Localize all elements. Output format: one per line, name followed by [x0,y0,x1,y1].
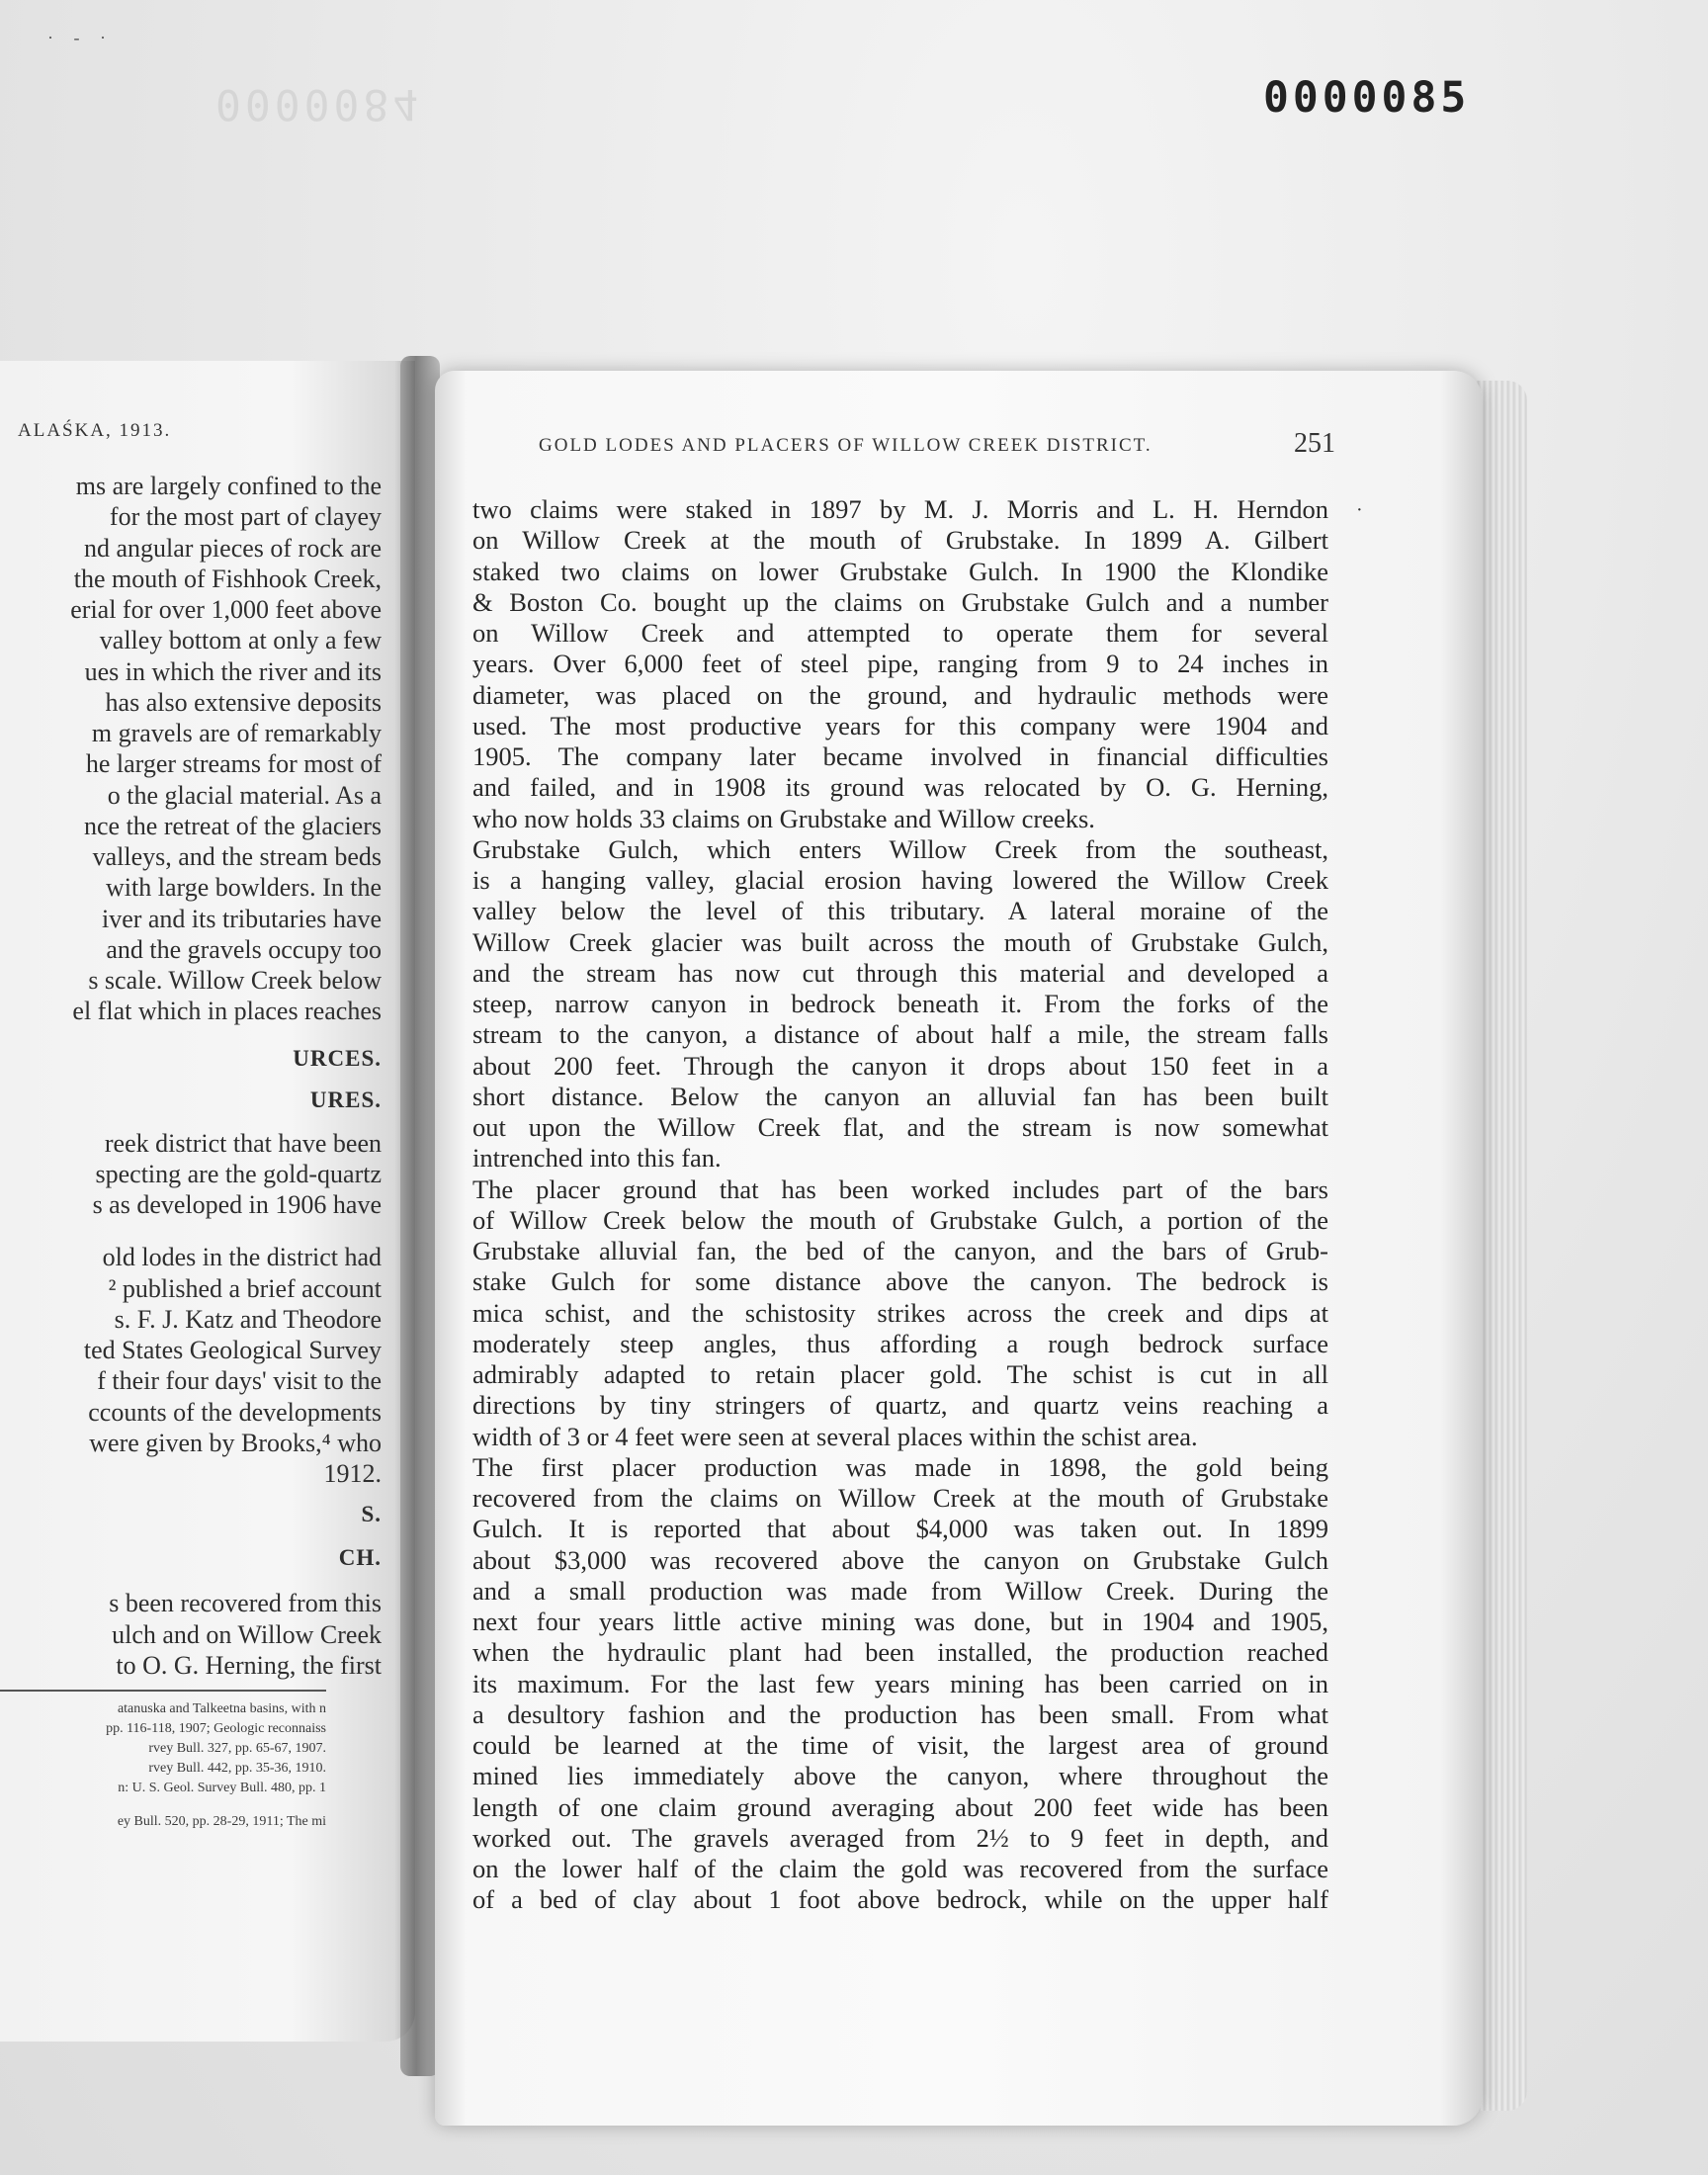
left-text-line: valley bottom at only a few [99,626,382,655]
left-text-line: the mouth of Fishhook Creek, [73,564,382,593]
text-line: staked two claims on lower Grubstake Gulch. In 1900 the Klondike [472,556,1328,586]
text-line: and the stream has now cut through this material and developed a [472,957,1328,988]
left-text-line: o the glacial material. As a [107,780,382,810]
left-footnote: rvey Bull. 327, pp. 65-67, 1907. [148,1741,326,1756]
body-text [472,494,1328,1916]
text-line: Willow Creek glacier was built across the mouth of Grubstake Gulch, [472,926,1328,957]
left-section-heading: URCES. [293,1045,382,1071]
left-page-content [0,361,395,2042]
left-text-line: ulch and on Willow Creek [112,1619,382,1649]
text-line: a desultory fashion and the production has been small. From what [472,1698,1328,1729]
left-text-line: ² published a brief account [108,1273,382,1303]
left-text-line: ccounts of the developments [88,1397,382,1427]
left-section-heading: URES. [309,1087,382,1112]
text-line: about $3,000 was recovered above the canyon on Grubstake Gulch [472,1544,1328,1575]
text-line: & Boston Co. bought up the claims on Grubstake Gulch and a number [472,586,1328,617]
left-text-line: iver and its tributaries have [101,904,382,933]
left-text-line: f their four days' visit to the [97,1366,382,1396]
text-line: directions by tiny stringers of quartz, and quartz veins reaching a [472,1390,1328,1421]
running-head-title: GOLD LODES AND PLACERS OF WILLOW CREEK DISTRICT. [539,435,1153,456]
text-line: width of 3 or 4 feet were seen at several places within the schist area. [472,1421,1198,1451]
top-corner-marks: · - · [47,28,114,47]
left-text-line: s as developed in 1906 have [92,1190,382,1219]
text-line: and a small production was made from Willow Creek. During the [472,1575,1328,1606]
left-footnote: ey Bull. 520, pp. 28-29, 1911; The mi [117,1814,326,1829]
left-running-head: ALAŚKA, 1913. [18,420,172,441]
text-line: intrenched into this fan. [472,1143,722,1174]
left-text-line: ms are largely confined to the [75,472,382,500]
text-line: Gulch. It is reported that about $4,000 was taken out. In 1899 [472,1514,1328,1544]
left-text-line: ted States Geological Survey [83,1336,382,1364]
left-text-line: nd angular pieces of rock are [83,533,382,563]
left-footnote: n: U. S. Geol. Survey Bull. 480, pp. 1 [118,1781,326,1795]
left-text-line: erial for over 1,000 feet above [70,595,382,624]
text-line: years. Over 6,000 feet of steel pipe, ranging from 9 to 24 inches in [472,649,1328,679]
text-line: moderately steep angles, thus affording a rough bedrock surface [472,1328,1328,1358]
text-line: is a hanging valley, glacial erosion having lowered the Willow Creek [472,865,1328,895]
text-line: and failed, and in 1908 its ground was relocated by O. G. Herning, [472,772,1328,803]
text-line: diameter, was placed on the ground, and hydraulic methods were [472,679,1328,710]
document-stamp-number: 0000085 [1263,73,1471,123]
left-text-line: 1912. [323,1459,382,1488]
left-text-line: has also extensive deposits [105,687,382,717]
text-line: of a bed of clay about 1 foot above bedrock, while on the upper half [472,1884,1328,1915]
left-section-heading: CH. [338,1545,382,1571]
left-text-line: nce the retreat of the glaciers [84,811,382,840]
left-text-line: old lodes in the district had [102,1243,382,1272]
text-line: who now holds 33 claims on Grubstake and Willow creeks. [472,803,1095,833]
text-line: Grubstake Gulch, which enters Willow Creek from the southeast, [472,833,1328,864]
left-text-line: for the most part of clayey [109,502,382,532]
text-line: about 200 feet. Through the canyon it drops about 150 feet in a [472,1050,1328,1081]
left-text-line: s. F. J. Katz and Theodore [114,1304,382,1334]
text-line: next four years little active mining was done, but in 1904 and 1905, [472,1607,1328,1636]
left-text-line: and the gravels occupy too [106,934,382,964]
text-line: two claims were staked in 1897 by M. J. Morris and L. H. Herndon [472,494,1328,524]
text-line: worked out. The gravels averaged from 2½ to 9 feet in depth, and [472,1822,1328,1853]
text-line: its maximum. For the last few years mining has been carried on in [472,1668,1328,1698]
ghost-stamp-number: 0000084 [215,79,423,129]
left-footnote: pp. 116-118, 1907; Geologic reconnaiss [106,1721,326,1736]
left-footnote: atanuska and Talkeetna basins, with n [117,1701,326,1716]
book-gutter [400,356,440,2076]
text-line: Grubstake alluvial fan, the bed of the canyon, and the bars of Grub- [472,1236,1328,1265]
text-line: stake Gulch for some distance above the canyon. The bedrock is [472,1266,1328,1297]
left-text-line: with large bowlders. In the [106,873,382,903]
left-footnote: rvey Bull. 442, pp. 35-36, 1910. [148,1761,326,1776]
text-line: on Willow Creek at the mouth of Grubstake. In 1899 A. Gilbert [472,525,1328,556]
text-line: short distance. Below the canyon an alluvial fan has been built [472,1081,1328,1111]
text-line: used. The most productive years for this company were 1904 and [472,710,1328,740]
left-section-heading: S. [361,1502,382,1527]
text-line: could be learned at the time of visit, the largest area of ground [472,1730,1328,1760]
page-number: 251 [1294,428,1335,459]
text-line: length of one claim ground averaging about 200 feet wide has been [472,1791,1328,1822]
text-line: on the lower half of the claim the gold was recovered from the surface [472,1854,1328,1883]
left-text-line: were given by Brooks,⁴ who [89,1428,382,1457]
text-line: of Willow Creek below the mouth of Grubstake Gulch, a portion of the [472,1204,1328,1235]
text-line: 1905. The company later became involved in financial difficulties [472,741,1328,771]
text-line: admirably adapted to retain placer gold. The schist is cut in all [472,1359,1328,1389]
left-text-line: reek district that have been [104,1128,382,1158]
left-text-line: ues in which the river and its [84,656,382,686]
left-text-line: he larger streams for most of [85,749,382,779]
left-text-line: specting are the gold-quartz [95,1159,382,1188]
right-running-head [539,428,1335,459]
left-text-line: s been recovered from this [109,1589,382,1618]
left-text-line: valleys, and the stream beds [92,842,382,871]
left-text-line: m gravels are of remarkably [91,719,382,747]
margin-dot: · [1356,499,1363,521]
left-text-line: el flat which in places reaches [72,997,382,1026]
text-line: mica schist, and the schistosity strikes across the creek and dips at [472,1297,1328,1328]
text-line: on Willow Creek and attempted to operate them for several [472,618,1328,648]
text-line: when the hydraulic plant had been installed, the production reached [472,1637,1328,1668]
left-text-line: s scale. Willow Creek below [88,966,382,995]
text-line: The placer ground that has been worked includes part of the bars [472,1174,1328,1204]
text-line: The first placer production was made in 1898, the gold being [472,1451,1328,1482]
text-line: steep, narrow canyon in bedrock beneath it. From the forks of the [472,989,1328,1018]
text-line: recovered from the claims on Willow Creek at the mouth of Grubstake [472,1483,1328,1513]
text-line: mined lies immediately above the canyon, where throughout the [472,1761,1328,1791]
left-text-line: to O. G. Herning, the first [116,1650,382,1680]
text-line: stream to the canyon, a distance of about half a mile, the stream falls [472,1019,1328,1050]
text-line: out upon the Willow Creek flat, and the stream is now somewhat [472,1112,1328,1142]
footnote-rule [0,1690,326,1692]
left-page [0,361,415,2042]
text-line: valley below the level of this tributary. A lateral moraine of the [472,896,1328,926]
